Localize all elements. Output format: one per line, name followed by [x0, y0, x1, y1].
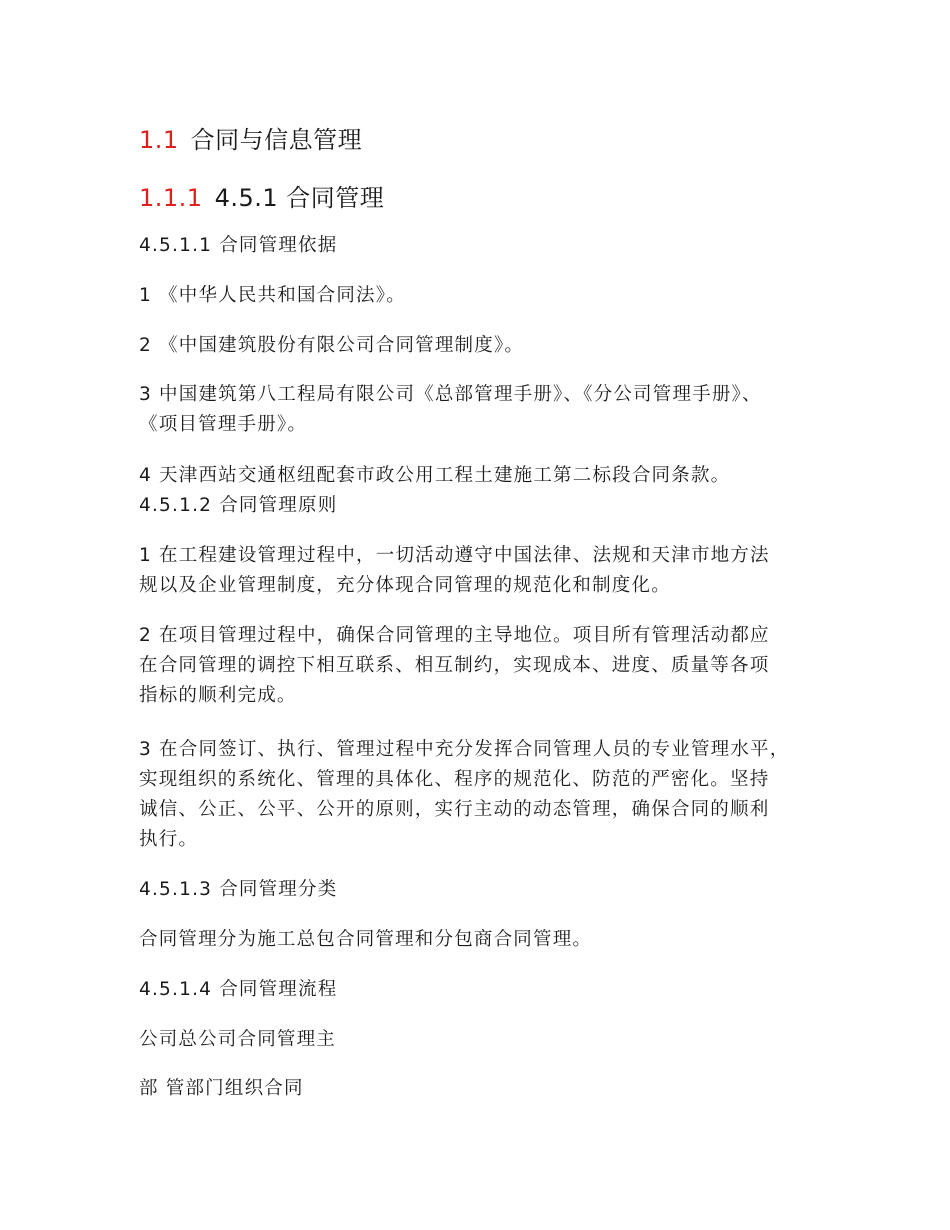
paragraph-process-1: [139, 1025, 829, 1055]
paragraph-contract-clauses: [139, 461, 829, 521]
text-line: 指标的顺利完成。: [139, 685, 297, 706]
text-line: 2 在项目管理过程中，确保合同管理的主导地位。项目所有管理活动都应: [139, 625, 770, 646]
text-line: 合同管理分为施工总包合同管理和分包商合同管理。: [139, 929, 593, 950]
heading-title: 4.5.1 合同管理: [214, 184, 385, 212]
text-line: 实现组织的系统化、管理的具体化、程序的规范化、防范的严密化。坚持: [139, 769, 770, 790]
heading-number: 1.1.1: [139, 184, 203, 212]
text-line: 《项目管理手册》。: [139, 414, 308, 435]
text-line: 4.5.1.3 合同管理分类: [139, 879, 338, 900]
text-line: 3 在合同签订、执行、管理过程中充分发挥合同管理人员的专业管理水平，: [139, 739, 790, 760]
section-heading-1-1: [139, 120, 362, 155]
subsection-title-principles: 4.5.1.2 合同管理原则: [139, 495, 338, 516]
paragraph-process-2: [139, 1074, 829, 1104]
paragraph-company-regulation: [139, 331, 829, 361]
text-line: 部 管部门组织合同: [139, 1078, 304, 1099]
subsection-title-basis: [139, 231, 829, 261]
text-line: 4.5.1.4 合同管理流程: [139, 979, 338, 1000]
text-line: 规以及企业管理制度，充分体现合同管理的规范化和制度化。: [139, 575, 671, 596]
paragraph-classification: [139, 925, 829, 955]
subsection-title-process: [139, 975, 829, 1005]
text-line: 公司总公司合同管理主: [139, 1029, 337, 1050]
text-line: 在合同管理的调控下相互联系、相互制约，实现成本、进度、质量等各项: [139, 655, 770, 676]
heading-title: 合同与信息管理: [190, 126, 363, 154]
text-line: 1 《中华人民共和国合同法》。: [139, 285, 406, 306]
text-line: 诚信、公正、公平、公开的原则，实行主动的动态管理，确保合同的顺利: [139, 799, 770, 820]
paragraph-manuals: [139, 380, 829, 440]
subsection-title-classification: [139, 875, 829, 905]
text-line: 2 《中国建筑股份有限公司合同管理制度》。: [139, 335, 525, 356]
text-line: 1 在工程建设管理过程中，一切活动遵守中国法律、法规和天津市地方法: [139, 545, 770, 566]
text-line: 执行。: [139, 829, 199, 850]
text-line: 4 天津西站交通枢纽配套市政公用工程土建施工第二标段合同条款。: [139, 465, 731, 486]
paragraph-principle-2: [139, 621, 829, 711]
heading-number: 1.1: [139, 126, 179, 154]
paragraph-principle-3: [139, 735, 829, 855]
section-heading-1-1-1: [139, 178, 384, 213]
paragraph-contract-law: [139, 281, 829, 311]
paragraph-principle-1: [139, 541, 829, 601]
text-line: 3 中国建筑第八工程局有限公司《总部管理手册》、《分公司管理手册》、: [139, 384, 762, 405]
text-line: 4.5.1.1 合同管理依据: [139, 235, 338, 256]
